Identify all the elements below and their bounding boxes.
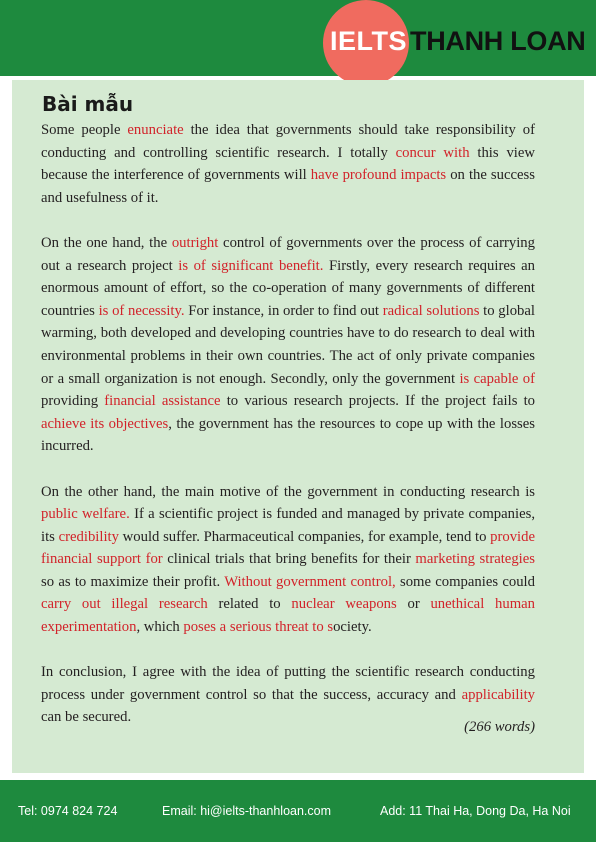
paragraph-text: the idea that governments should take responsibility of conducting and controlling scientific research. I totally [41, 122, 535, 161]
paragraph-text: to various research projects. If the project fails to [220, 393, 535, 410]
highlighted-phrase: credibility [58, 528, 119, 545]
essay-body [41, 119, 535, 752]
highlighted-phrase: nuclear weapons [291, 596, 397, 613]
highlighted-phrase: is of necessity. [98, 302, 185, 319]
paragraph-text: If a scientific project is funded and managed by private companies, its [41, 506, 535, 545]
footer-tel: Tel: 0974 824 724 [18, 804, 118, 818]
paragraph-text: Some people [41, 122, 128, 138]
highlighted-phrase: unethical human experimentation [41, 596, 535, 636]
paragraph-text: to global warming, both developed and developing countries have to do research to deal with environmental problems in their own countries. The act of only private companies or a small organization is not enough. Secondly, only the government [41, 302, 535, 387]
paragraph-text: can be secured. [41, 709, 132, 726]
logo-name: THANH LOAN [410, 26, 586, 56]
paragraph-text: ociety. [333, 619, 372, 636]
paragraph-text: In conclusion, I agree with the idea of putting the scientific research conducting process under government control so that the success, accuracy and [41, 664, 535, 703]
page-title: Bài mẫu [42, 92, 134, 116]
paragraph-text: or [396, 596, 431, 613]
highlighted-phrase: Without government control, [224, 573, 396, 590]
highlighted-phrase: have profound impacts [310, 167, 447, 184]
highlighted-phrase: radical solutions [382, 302, 480, 319]
header-bar [0, 0, 596, 76]
paragraph-text: Firstly, every research requires an enormous amount of effort, so the co-operation of many governments of different countries [41, 257, 535, 319]
paragraph-text: clinical trials that bring benefits for their [162, 551, 416, 568]
highlighted-phrase: public welfare. [41, 506, 130, 523]
word-count: (266 words) [464, 719, 535, 735]
paragraph-text: this view because the interference of governments will [41, 144, 535, 184]
essay-paragraph [41, 232, 535, 458]
paragraph-text: so as to maximize their profit. [41, 573, 225, 590]
highlighted-phrase: concur with [395, 144, 470, 161]
highlighted-phrase: provide financial support for [41, 528, 535, 568]
paragraph-text: providing [41, 393, 105, 410]
highlighted-phrase: achieve its objectives [41, 415, 169, 432]
footer-bar [0, 780, 596, 842]
paragraph-text: some companies could [395, 573, 535, 590]
highlighted-phrase: enunciate [127, 122, 184, 138]
highlighted-phrase: carry out illegal research [41, 596, 208, 613]
paragraph-text: , which [136, 619, 184, 636]
paragraph-text: For instance, in order to find out [184, 302, 383, 319]
highlighted-phrase: financial assistance [104, 393, 221, 410]
footer-email: Email: hi@ielts-thanhloan.com [162, 804, 332, 818]
highlighted-phrase: marketing strategies [415, 551, 535, 568]
highlighted-phrase: poses a serious threat to s [183, 619, 334, 636]
paragraph-text: control of governments over the process of carrying out a research project [41, 234, 535, 274]
paragraph-text: would suffer. Pharmaceutical companies, for example, tend to [118, 528, 491, 545]
highlighted-phrase: is capable of [459, 370, 535, 387]
paragraph-text: related to [207, 596, 292, 613]
highlighted-phrase: is of significant benefit. [178, 257, 324, 274]
paragraph-text: On the one hand, the [41, 234, 172, 251]
highlighted-phrase: outright [171, 234, 219, 251]
paragraph-text: on the success and usefulness of it. [41, 167, 535, 206]
essay-paragraph [41, 481, 535, 639]
essay-paragraph [41, 119, 535, 209]
logo-ielts: IELTS [330, 26, 408, 56]
footer-address: Add: 11 Thai Ha, Dong Da, Ha Noi [380, 804, 571, 818]
paragraph-text: On the other hand, the main motive of the government in conducting research is [41, 483, 535, 500]
paragraph-text: , the government has the resources to cope up with the losses incurred. [41, 415, 535, 455]
highlighted-phrase: applicability [461, 686, 535, 703]
